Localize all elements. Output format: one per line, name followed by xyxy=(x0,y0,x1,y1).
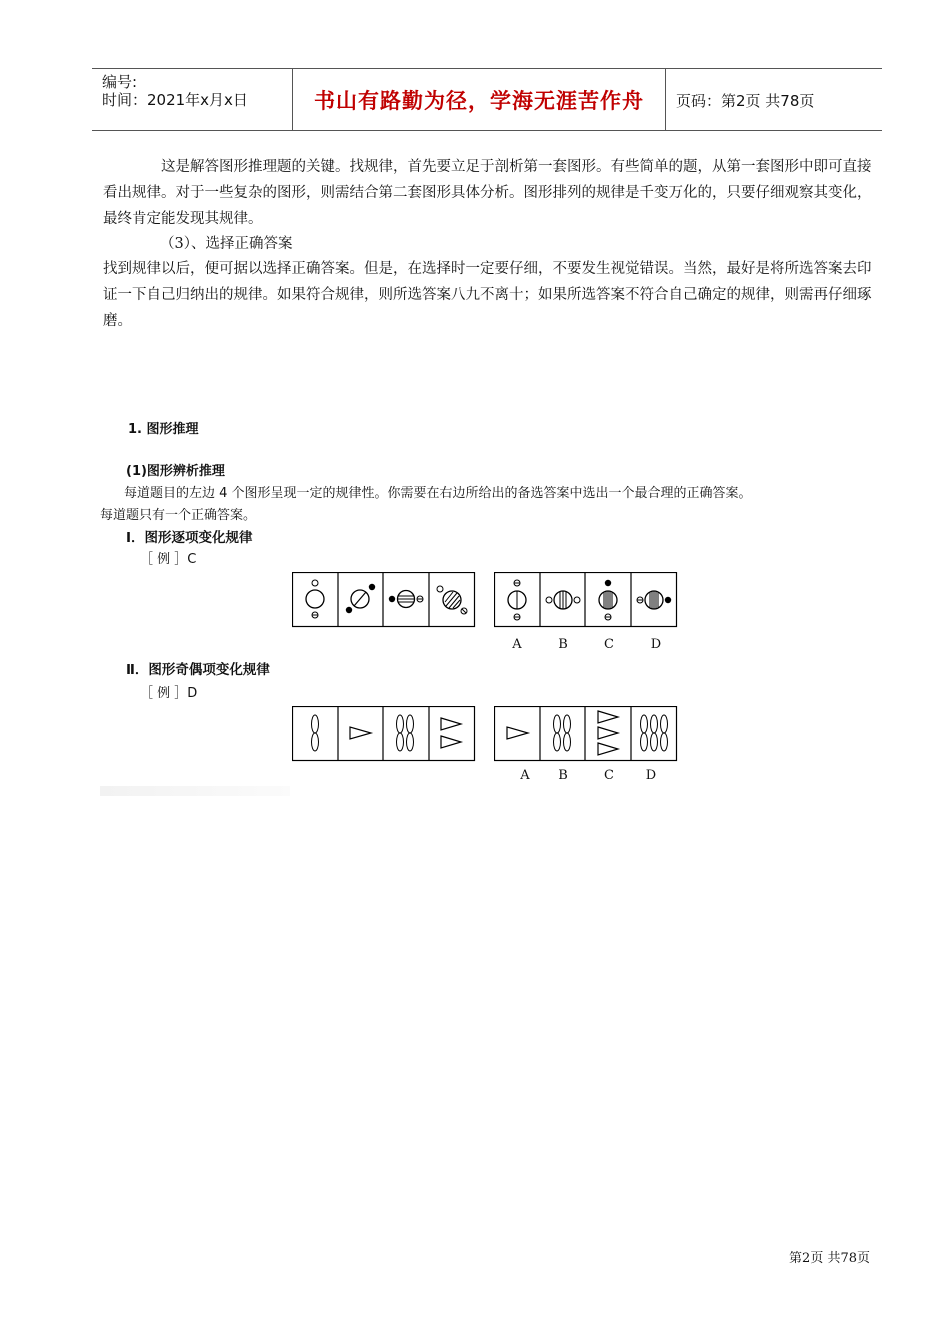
puzzle2-option-c-label: C xyxy=(604,768,614,783)
section2-heading: Ⅱ．图形奇偶项变化规律 xyxy=(126,662,270,678)
page-footer: 第2页 共78页 xyxy=(789,1251,870,1266)
section1-heading: Ⅰ．图形逐项变化规律 xyxy=(126,530,253,546)
puzzle2-option-a-label: A xyxy=(520,768,530,783)
paragraph-choose-answer: 找到规律以后，便可据以选择正确答案。但是，在选择时一定要仔细，不要发生视觉错误。当然，最好是将所选答案去印证一下自己归纳出的规律。如果符合规律，则所选答案八九不离十；如果所选答案不符合自己确定的规律，则需再仔细琢磨。 xyxy=(103,261,872,329)
subheading-choose-answer: （3）、选择正确答案 xyxy=(160,236,293,252)
puzzle1-option-d-label: D xyxy=(650,637,662,652)
puzzle2-question-figures xyxy=(292,706,476,762)
document-code-label: 编号: xyxy=(102,73,138,91)
header-motto: 书山有路勤为径，学海无涯苦作舟 xyxy=(314,89,644,113)
figure-description-line2: 每道题只有一个正确答案。 xyxy=(100,508,257,523)
section1-example-answer: ［ 例 ］C xyxy=(140,552,197,567)
figure-subtitle: (1)图形辨析推理 xyxy=(126,464,225,479)
puzzle1-question-figures xyxy=(292,572,476,628)
header-center-cell xyxy=(292,69,666,130)
page-header xyxy=(92,68,882,131)
paragraph-find-rules: 这是解答图形推理题的关键。找规律，首先要立足于剖析第一套图形。有些简单的题，从第一套图形中即可直接看出规律。对于一些复杂的图形，则需结合第二套图形具体分析。图形排列的规律是千变万化的，只要仔细观察其变化，最终肯定能发现其规律。 xyxy=(103,159,872,227)
figure-reasoning-examples xyxy=(100,410,860,810)
header-page-number: 页码：第2页 共78页 xyxy=(676,92,815,110)
header-left-cell xyxy=(92,69,292,130)
puzzle1-option-a-label: A xyxy=(512,637,522,652)
puzzle2-option-b-label: B xyxy=(558,768,568,783)
figure-description-line1: 每道题目的左边 4 个图形呈现一定的规律性。你需要在右边所给出的备选答案中选出一个最合理的正确答案。 xyxy=(124,486,752,501)
puzzle1-option-b-label: B xyxy=(558,637,568,652)
header-right-cell xyxy=(666,69,882,130)
section2-example-answer: ［ 例 ］D xyxy=(140,686,198,701)
puzzle1-option-c-label: C xyxy=(604,637,614,652)
scan-cut-edge xyxy=(100,786,290,796)
figure-title: 1. 图形推理 xyxy=(128,422,199,437)
puzzle2-option-d-label: D xyxy=(645,768,657,783)
puzzle2-option-figures xyxy=(494,706,678,762)
puzzle1-option-figures xyxy=(494,572,678,628)
document-time-label: 时间：2021年x月x日 xyxy=(102,91,248,109)
